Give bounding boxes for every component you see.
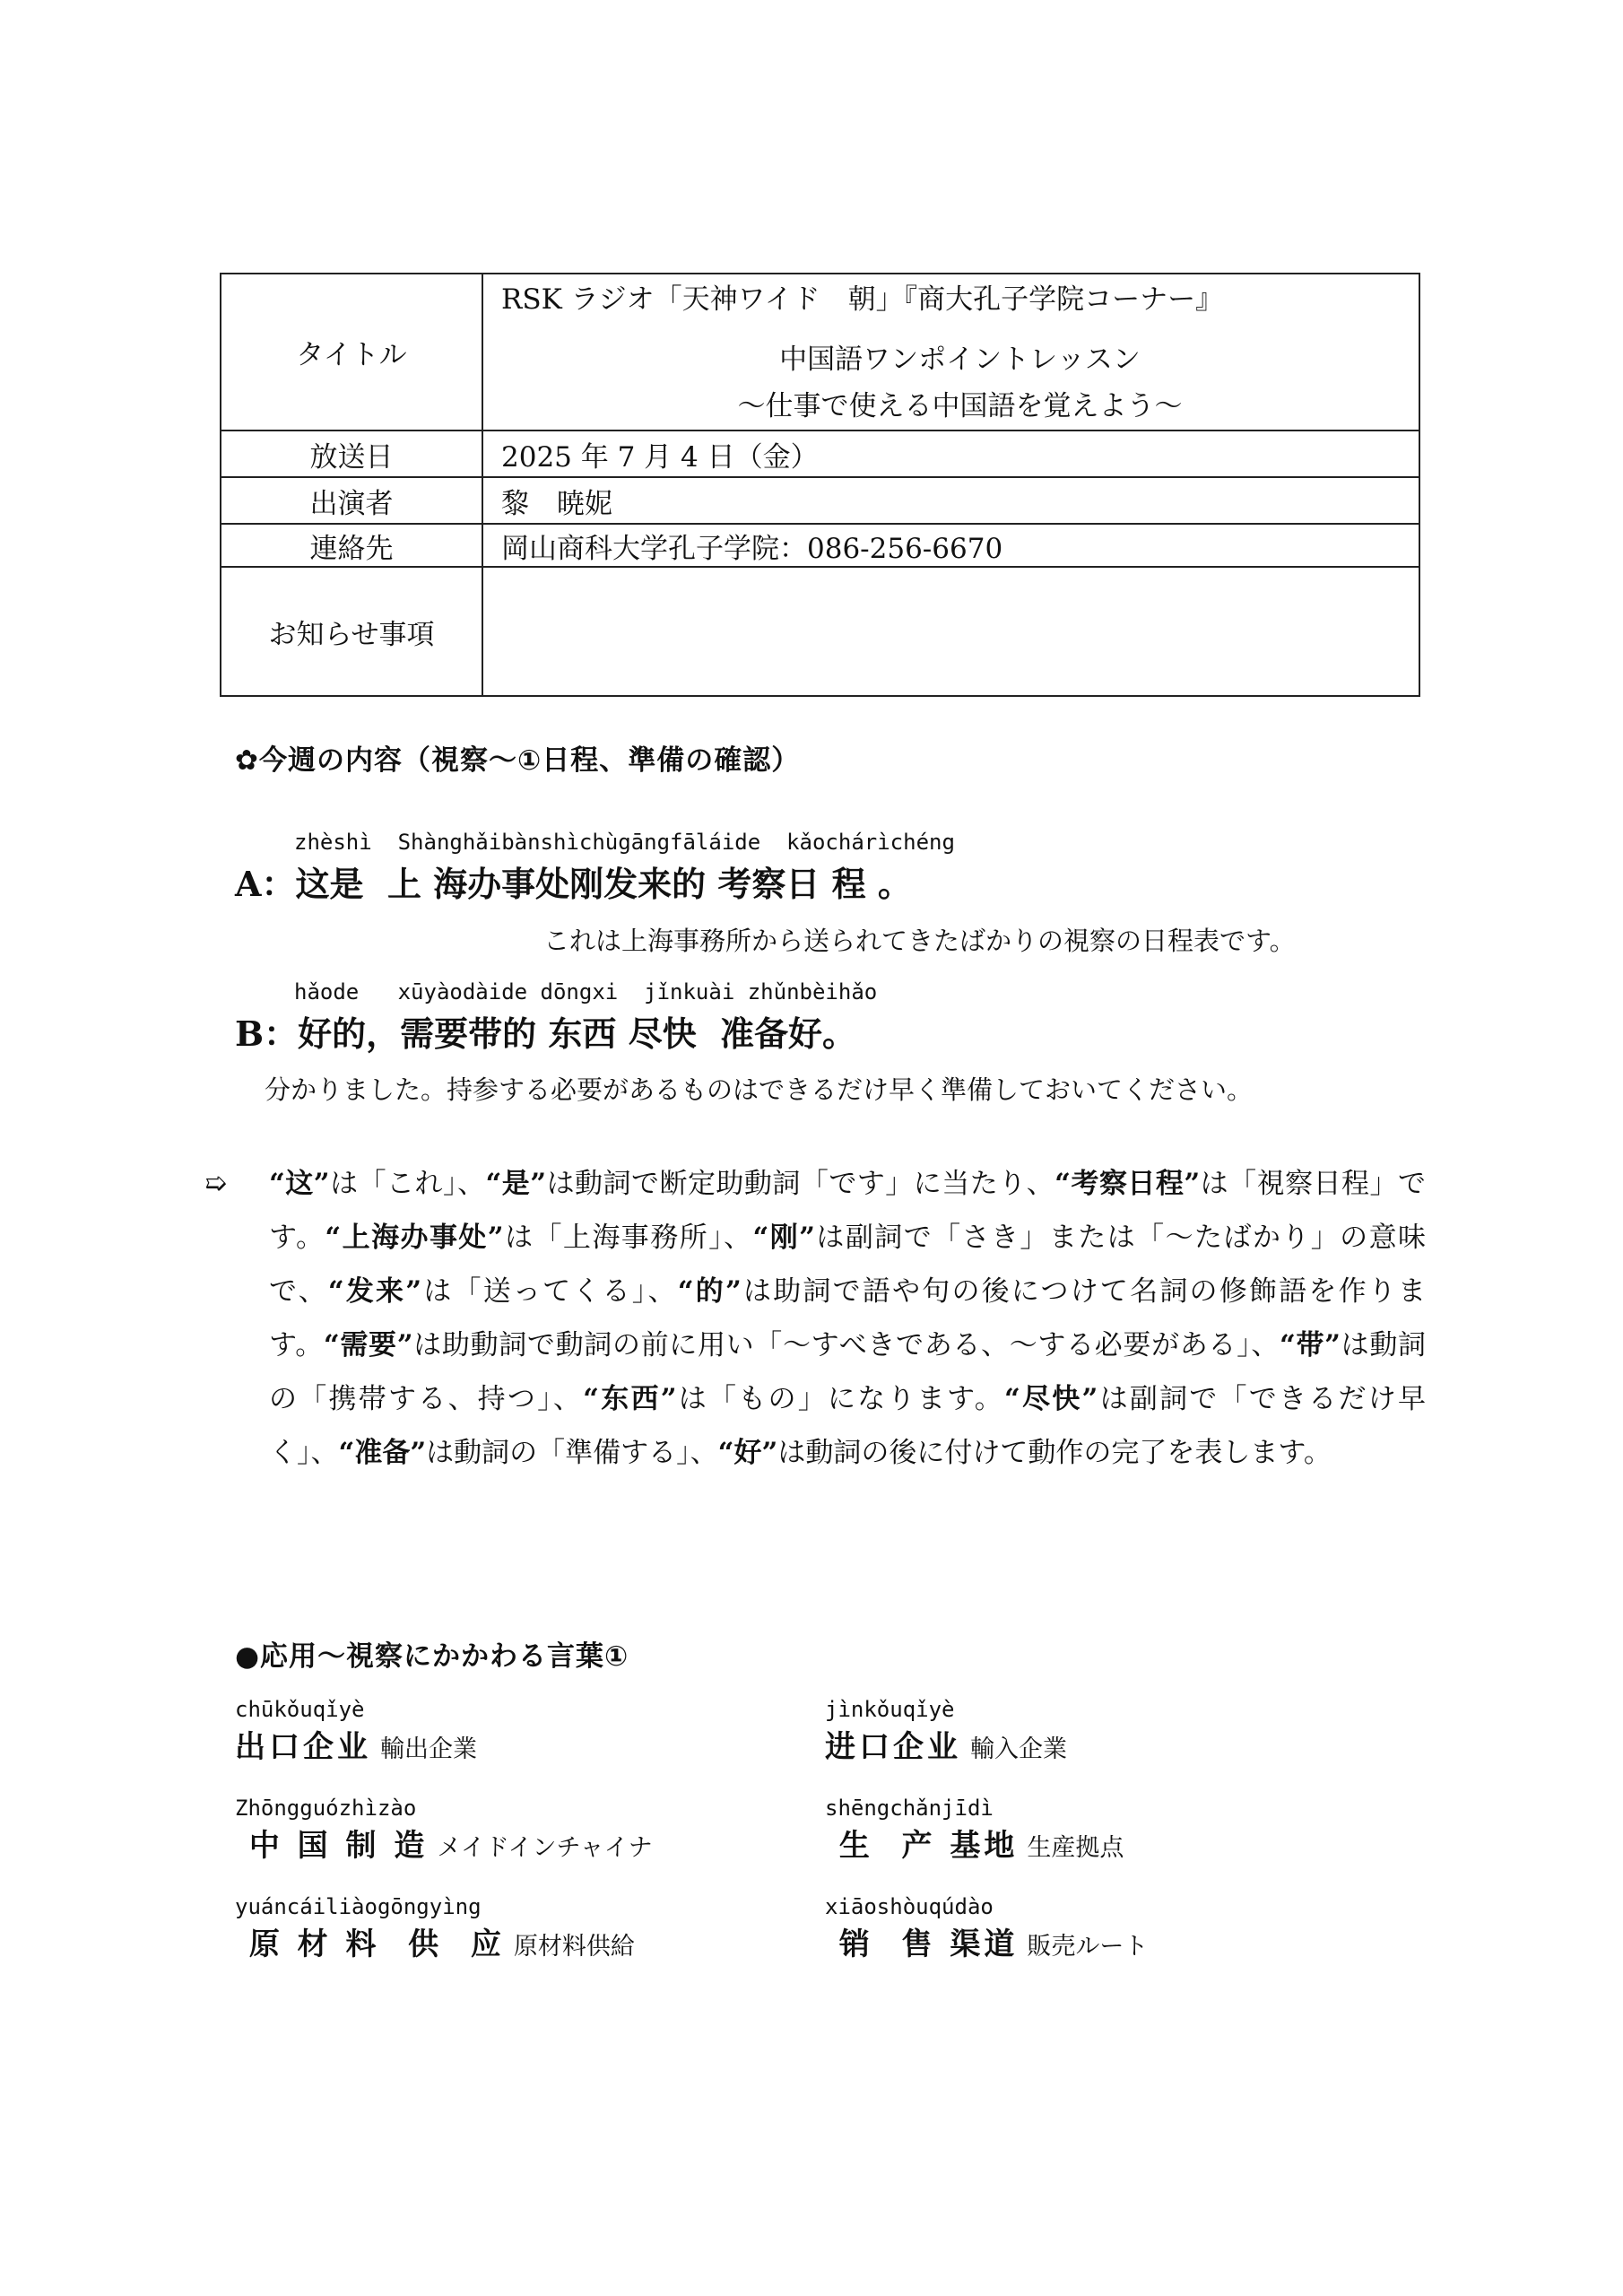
explanation-text: は「上海事務所」、 [503, 1222, 753, 1254]
dialog-a-pinyin: zhèshì Shànghǎibànshìchùgāngfāláide kǎochárìchéng [294, 830, 955, 855]
vocab-item [825, 1894, 1148, 1963]
explanation-text: は副詞で「さき」または「～たばかり」の意味で、 [269, 1222, 1427, 1308]
contact-value: 岡山商科大学孔子学院：086-256-6670 [482, 524, 1419, 567]
explanation-text: は「視察日程」です。 [269, 1168, 1427, 1254]
title-value [482, 274, 1419, 430]
explanation-text: は「もの」になります。 [676, 1383, 1004, 1415]
vocab-japanese: 販売ルート [1027, 1933, 1149, 1961]
vocab-pinyin: yuáncáiliàogōngyìng [235, 1894, 482, 1919]
explanation-keyword: “准备” [338, 1437, 427, 1469]
vocab-chinese: 原 材 料 供 应 [235, 1926, 505, 1962]
explanation-text: は助動詞で動詞の前に用い「～すべきである、～する必要がある」、 [412, 1329, 1280, 1361]
explanation-text: は動詞の後に付けて動作の完了を表します。 [777, 1437, 1332, 1469]
explanation-text: は助詞で語や句の後につけて名詞の修飾語を作ります。 [269, 1275, 1426, 1361]
explanation-text: は「送ってくる」、 [421, 1275, 678, 1308]
explanation-keyword: “的” [677, 1275, 742, 1308]
explanation-keyword: “刚” [752, 1222, 815, 1254]
dialog-b-text: B：好的，需要带的 东西 尽快 准备好。 [235, 1013, 857, 1054]
explanation-keyword: “东西” [583, 1383, 677, 1415]
title-line-2: 中国語ワンポイントレッスン [779, 344, 1141, 376]
explanation-text: は動詞の「携帯する、持つ」、 [269, 1329, 1426, 1415]
info-table [220, 273, 1420, 697]
title-line-3: ～仕事で使える中国語を覚えよう～ [737, 390, 1183, 422]
explanation-keyword: “是” [485, 1168, 547, 1200]
this-week-heading: ✿今週の内容（視察～①日程、準備の確認） [235, 744, 801, 777]
dialog-b-pinyin: hǎode xūyàodàide dōngxi jǐnkuài zhǔnbèihǎo [294, 979, 878, 1004]
dialog-a-text: A：这是 上 海办事处刚发来的 考察日 程 。 [235, 864, 912, 904]
explanation-text: は動詞の「準備する」、 [426, 1437, 718, 1469]
vocab-japanese: 輸出企業 [380, 1735, 477, 1763]
vocab-chinese: 生 产 基地 [825, 1828, 1019, 1864]
vocab-chinese: 销 售 渠道 [825, 1926, 1019, 1962]
explanation-text: は動詞で断定助動詞「です」に当たり、 [546, 1168, 1055, 1200]
vocab-pinyin: shēngchǎnjīdì [825, 1796, 994, 1821]
vocab-item [235, 1697, 477, 1766]
vocab-pinyin: Zhōngguózhìzào [235, 1796, 417, 1821]
vocab-pinyin: chūkǒuqǐyè [235, 1697, 365, 1722]
performer-value: 黎 暁妮 [482, 477, 1419, 524]
vocab-japanese: 輸入企業 [970, 1735, 1067, 1763]
contact-label: 連絡先 [221, 524, 482, 567]
vocab-item [825, 1697, 1067, 1766]
explanation-keyword: “尽快” [1003, 1383, 1098, 1415]
vocab-chinese: 进口企业 [825, 1729, 961, 1765]
title-line-1: RSK ラジオ「天神ワイド 朝」『商大孔子学院コーナー』 [501, 283, 1224, 316]
date-label: 放送日 [221, 430, 482, 477]
vocab-japanese: 生産拠点 [1027, 1834, 1124, 1862]
performer-label: 出演者 [221, 477, 482, 524]
explanation-keyword: “上海办事处” [325, 1222, 504, 1254]
vocab-chinese: 中 国 制 造 [235, 1828, 429, 1864]
explanation-keyword: “带” [1279, 1329, 1341, 1361]
vocab-item [825, 1796, 1124, 1865]
vocab-japanese: メイドインチャイナ [437, 1834, 653, 1862]
explanation-text: は「これ」、 [329, 1168, 486, 1200]
vocab-item [235, 1894, 635, 1963]
explanation-keyword: “发来” [327, 1275, 422, 1308]
dialog-a-translation: これは上海事務所から送られてきたばかりの視察の日程表です。 [543, 926, 1296, 956]
date-value: 2025 年 7 月 4 日（金） [482, 430, 1419, 477]
explanation-keyword: “需要” [323, 1329, 413, 1361]
vocab-pinyin: xiāoshòuqúdào [825, 1894, 994, 1919]
explanation-keyword: “考察日程” [1055, 1168, 1201, 1200]
dialog-b-translation: 分かりました。持参する必要があるものはできるだけ早く準備しておいてください。 [265, 1074, 1254, 1105]
pointing-hand-icon: ➯ [204, 1168, 228, 1199]
explanation-paragraph [269, 1157, 1426, 1480]
notice-label: お知らせ事項 [221, 567, 482, 696]
explanation-keyword: “好” [717, 1437, 778, 1469]
vocab-chinese: 出口企业 [235, 1729, 371, 1765]
vocab-item [235, 1796, 653, 1865]
applied-heading: ●応用～視察にかかわる言葉① [235, 1640, 629, 1673]
explanation-keyword: “这” [269, 1168, 330, 1200]
title-label: タイトル [221, 274, 482, 430]
vocab-japanese: 原材料供給 [513, 1933, 635, 1961]
notice-value [482, 567, 1419, 696]
explanation-text: は副詞で「できるだけ早く」、 [269, 1383, 1426, 1469]
vocab-pinyin: jìnkǒuqǐyè [825, 1697, 955, 1722]
